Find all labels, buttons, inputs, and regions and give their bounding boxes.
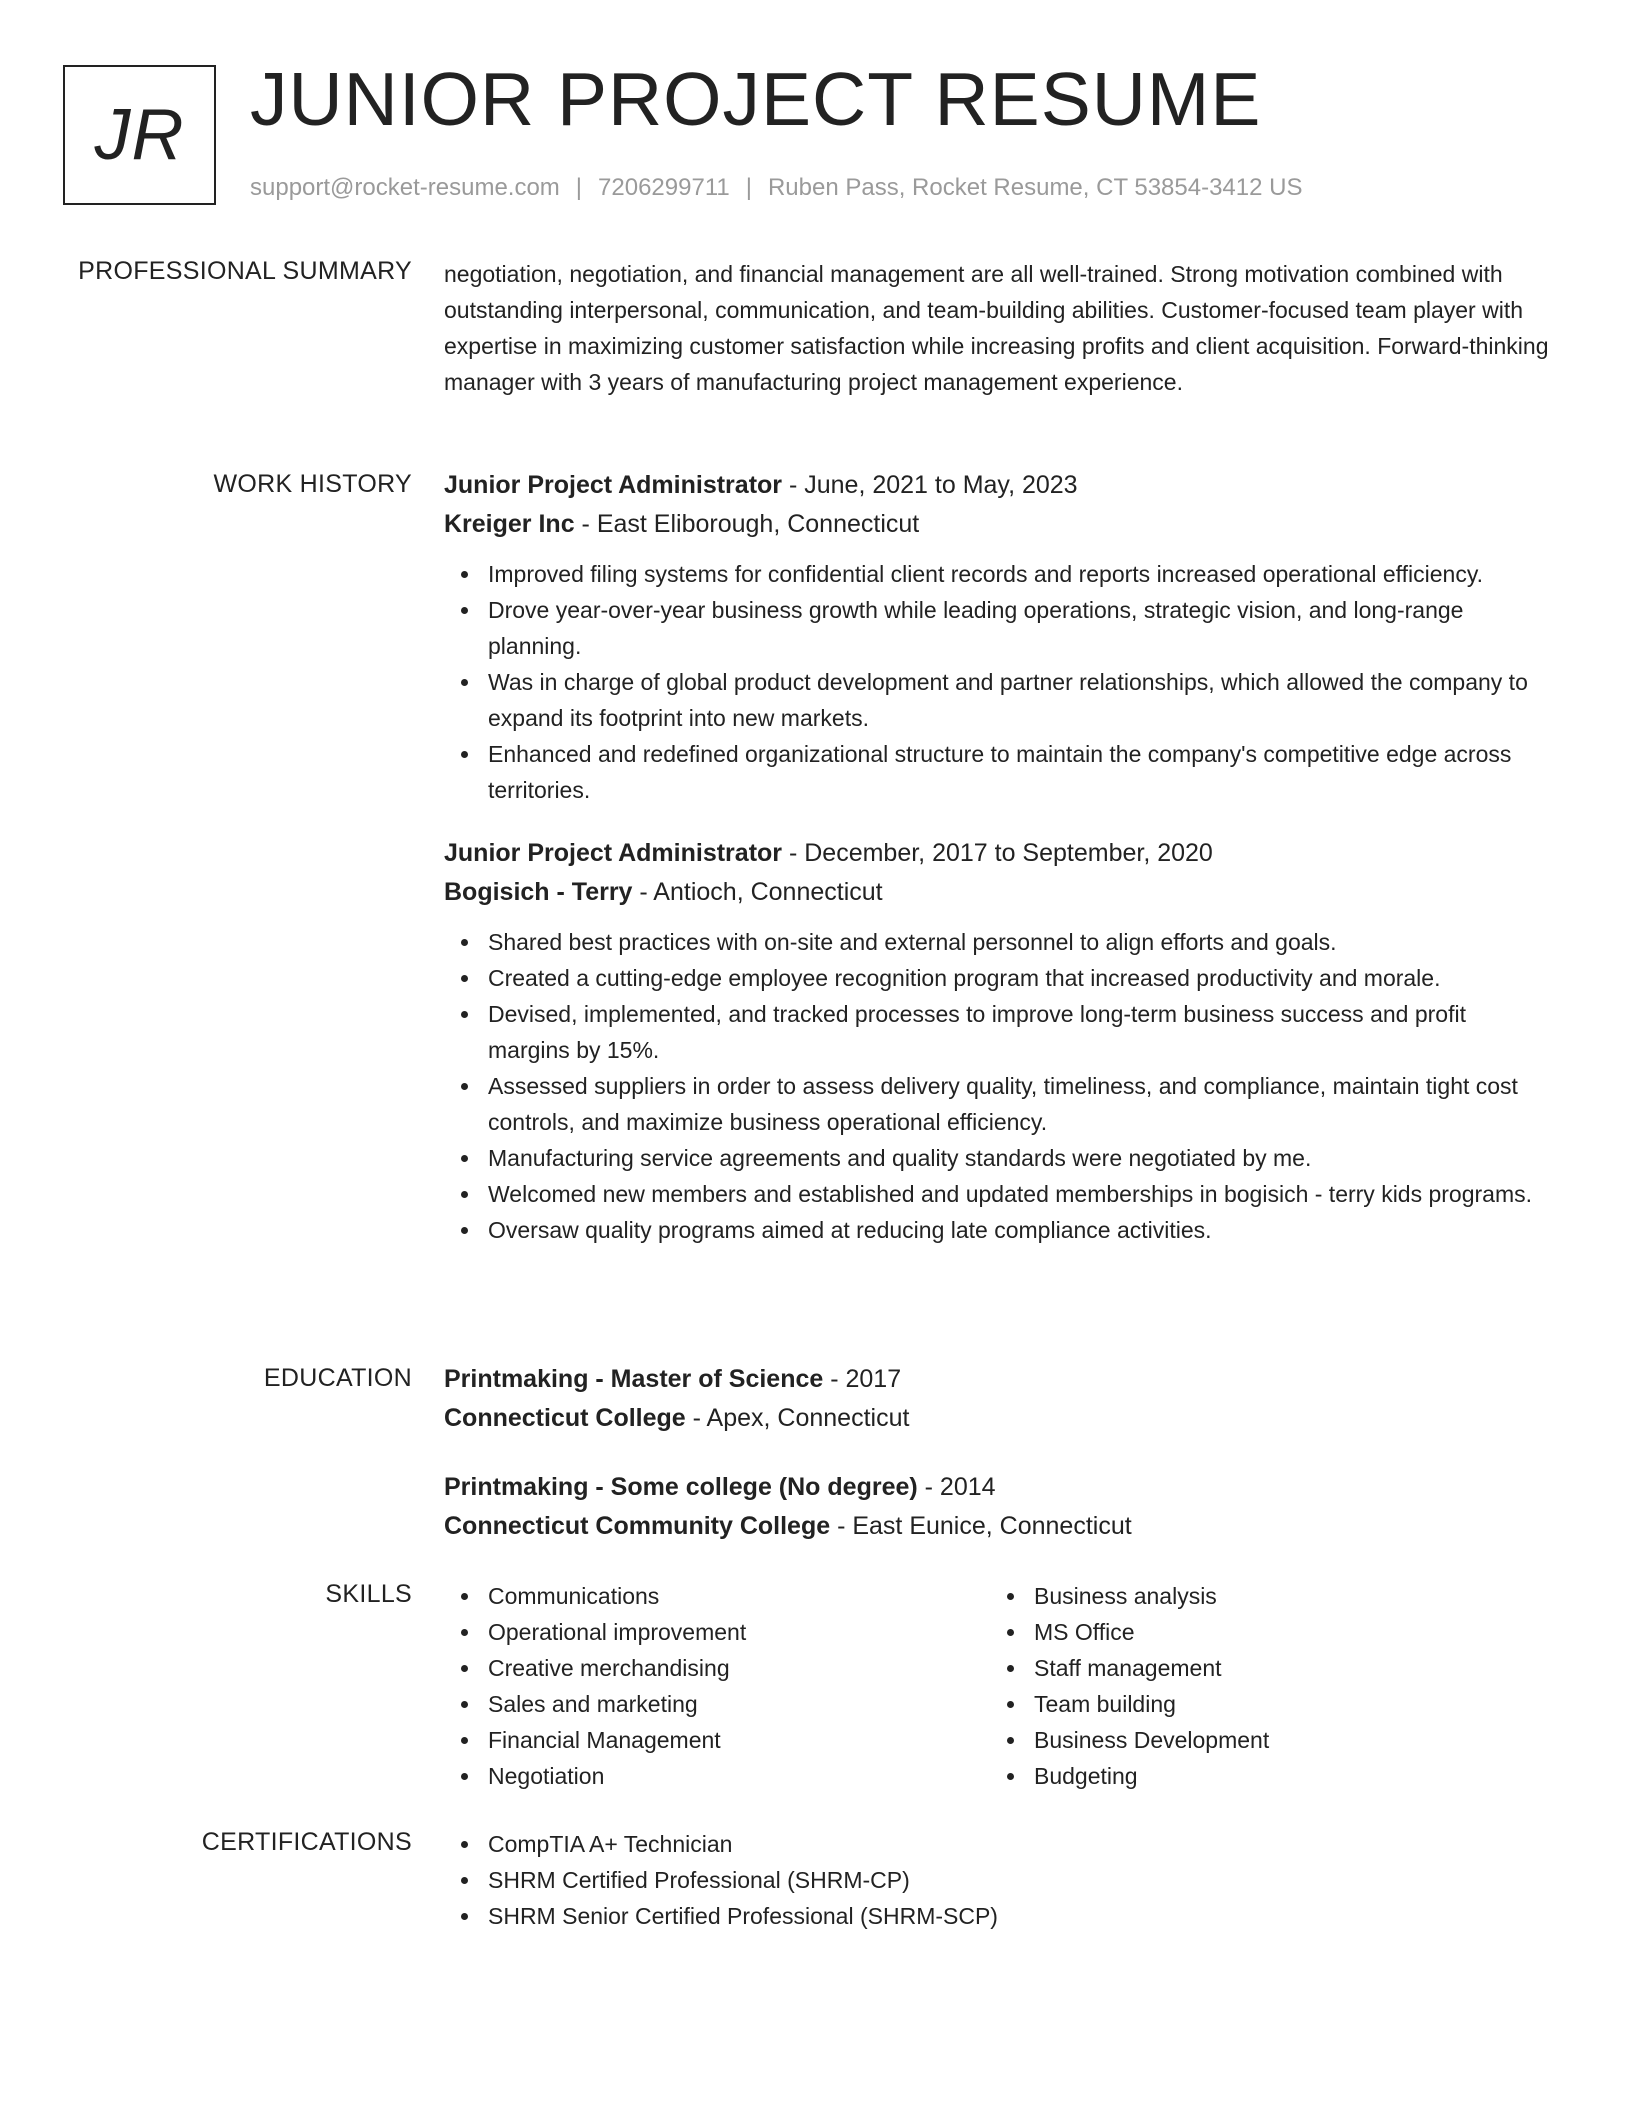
contact-email: support@rocket-resume.com	[250, 174, 560, 201]
summary-body	[444, 256, 1549, 400]
list-item: Shared best practices with on-site and external personnel to align efforts and goals.	[444, 924, 1549, 960]
degree: Printmaking - Master of Science	[444, 1365, 824, 1393]
education-heading: EDUCATION	[263, 1364, 412, 1392]
education-entry	[444, 1360, 1549, 1438]
list-item: Was in charge of global product development and partner relationships, which allowed the company to expand its footprint into new markets.	[444, 664, 1549, 736]
job-bullets	[444, 556, 1549, 808]
education-body	[444, 1360, 1549, 1546]
list-item: Oversaw quality programs aimed at reducing late compliance activities.	[444, 1212, 1549, 1248]
list-item: Manufacturing service agreements and quality standards were negotiated by me.	[444, 1140, 1549, 1176]
education-entry	[444, 1468, 1549, 1546]
list-item: Assessed suppliers in order to assess delivery quality, timeliness, and compliance, maintain tight cost controls, and maximize business operational efficiency.	[444, 1068, 1549, 1140]
list-item: Enhanced and redefined organizational structure to maintain the company's competitive edge across territories.	[444, 736, 1549, 808]
certification-item: SHRM Certified Professional (SHRM-CP)	[444, 1862, 1549, 1898]
skills-columns	[444, 1578, 1549, 1794]
school: Connecticut Community College	[444, 1512, 831, 1540]
list-item: Welcomed new members and established and updated memberships in bogisich - terry kids programs.	[444, 1176, 1549, 1212]
skill-item: Negotiation	[444, 1758, 990, 1794]
skill-item: Budgeting	[990, 1758, 1536, 1794]
school-line	[444, 1399, 1549, 1438]
degree: Printmaking - Some college (No degree)	[444, 1473, 918, 1501]
skill-item: Team building	[990, 1686, 1536, 1722]
certification-item: SHRM Senior Certified Professional (SHRM-SCP)	[444, 1898, 1549, 1934]
job-dates: - December, 2017 to September, 2020	[782, 839, 1213, 867]
school-line	[444, 1507, 1549, 1546]
school: Connecticut College	[444, 1404, 686, 1432]
skill-item: Operational improvement	[444, 1614, 990, 1650]
job-title: Junior Project Administrator	[444, 471, 783, 499]
summary-text: negotiation, negotiation, and financial management are all well-trained. Strong motivation combined with outstanding interpersonal, communication, and team-building abilities. Customer-focused team player with expertise in maximizing customer satisfaction while increasing profits and client acquisition. Forward-thinking manager with 3 years of manufacturing project management experience.	[444, 261, 1549, 395]
certifications-heading: CERTIFICATIONS	[201, 1828, 412, 1856]
skill-item: Business Development	[990, 1722, 1536, 1758]
contact-address: Ruben Pass, Rocket Resume, CT 53854-3412 US	[767, 174, 1303, 201]
skills-list-left	[444, 1578, 990, 1794]
skill-item: Creative merchandising	[444, 1650, 990, 1686]
contact-separator: |	[745, 174, 752, 201]
job-entry	[444, 466, 1549, 808]
contact-phone: 7206299711	[598, 174, 730, 201]
skills-list-right	[990, 1578, 1536, 1794]
certifications-list	[444, 1826, 1549, 1934]
job-location: - Antioch, Connecticut	[632, 878, 883, 906]
degree-line	[444, 1468, 1549, 1507]
contact-separator: |	[575, 174, 583, 201]
degree-year: - 2017	[823, 1365, 902, 1393]
job-title-line	[444, 834, 1549, 873]
job-company-line	[444, 873, 1549, 912]
contact-line	[250, 174, 1302, 202]
job-company-line	[444, 505, 1549, 544]
school-location: - Apex, Connecticut	[685, 1404, 910, 1432]
job-entry	[444, 834, 1549, 1248]
list-item: Improved filing systems for confidential client records and reports increased operational efficiency.	[444, 556, 1549, 592]
summary-heading: PROFESSIONAL SUMMARY	[78, 257, 412, 285]
monogram-initials: JR	[94, 95, 185, 175]
list-item: Created a cutting-edge employee recognition program that increased productivity and morale.	[444, 960, 1549, 996]
skill-item: MS Office	[990, 1614, 1536, 1650]
skill-item: Financial Management	[444, 1722, 990, 1758]
degree-line	[444, 1360, 1549, 1399]
skill-item: Sales and marketing	[444, 1686, 990, 1722]
job-bullets	[444, 924, 1549, 1248]
list-item: Devised, implemented, and tracked processes to improve long-term business success and profit margins by 15%.	[444, 996, 1549, 1068]
skills-heading: SKILLS	[325, 1580, 412, 1608]
job-title-line	[444, 466, 1549, 505]
certification-item: CompTIA A+ Technician	[444, 1826, 1549, 1862]
job-company: Kreiger Inc	[444, 510, 575, 538]
skills-body	[444, 1578, 1549, 1794]
skill-item: Business analysis	[990, 1578, 1536, 1614]
work-history-body	[444, 466, 1549, 1248]
job-title: Junior Project Administrator	[444, 839, 783, 867]
monogram-box	[63, 65, 216, 205]
list-item: Drove year-over-year business growth while leading operations, strategic vision, and long-range planning.	[444, 592, 1549, 664]
resume-name: JUNIOR PROJECT RESUME	[250, 57, 1262, 141]
job-dates: - June, 2021 to May, 2023	[782, 471, 1078, 499]
job-location: - East Eliborough, Connecticut	[574, 510, 920, 538]
skill-item: Communications	[444, 1578, 990, 1614]
school-location: - East Eunice, Connecticut	[830, 1512, 1132, 1540]
skill-item: Staff management	[990, 1650, 1536, 1686]
degree-year: - 2014	[917, 1473, 996, 1501]
work-history-heading: WORK HISTORY	[213, 470, 412, 498]
certifications-body	[444, 1826, 1549, 1934]
job-company: Bogisich - Terry	[444, 878, 633, 906]
